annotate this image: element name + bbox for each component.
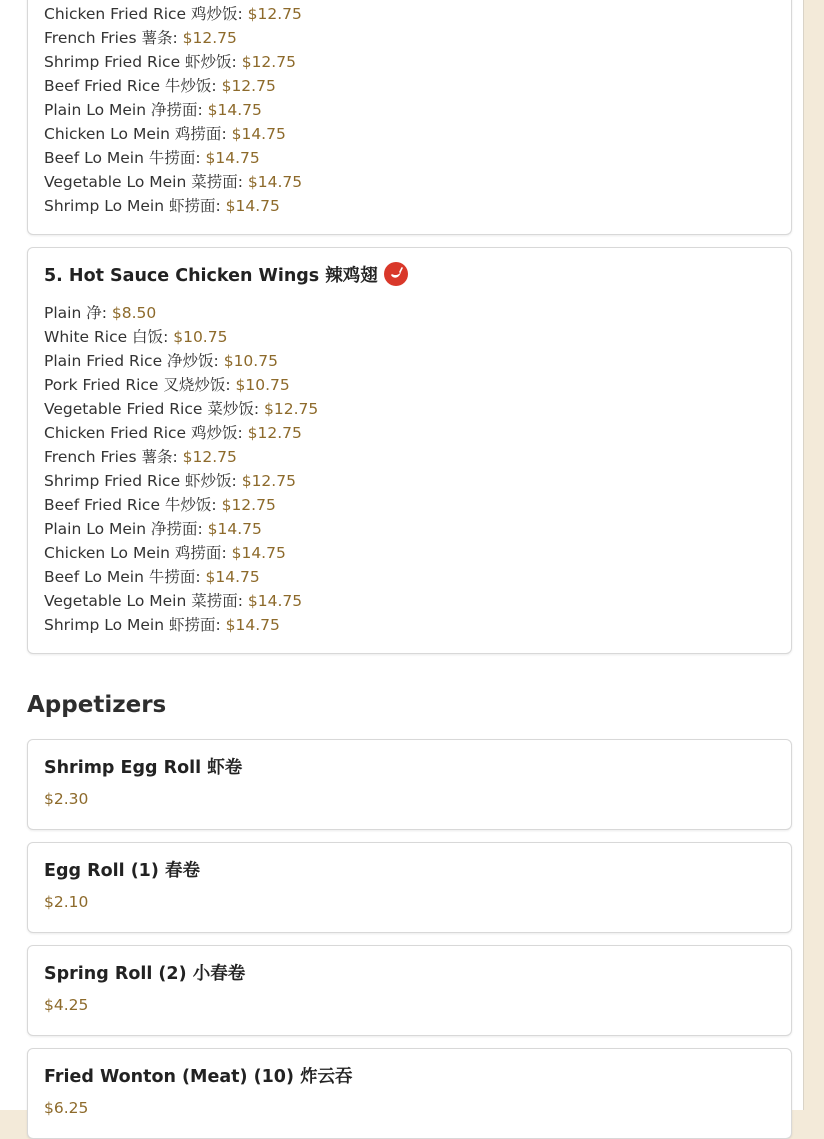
menu-item-price: $4.25: [44, 996, 89, 1014]
menu-item-title: Egg Roll (1) 春卷: [44, 861, 200, 881]
option-line: Shrimp Lo Mein 虾捞面: $14.75: [44, 616, 280, 634]
option-line: Shrimp Fried Rice 虾炒饭: $12.75: [44, 472, 296, 490]
option-line: Pork Fried Rice 叉烧炒饭: $10.75: [44, 376, 290, 394]
menu-item-card[interactable]: [27, 945, 792, 1036]
menu-item-price: $6.25: [44, 1099, 89, 1117]
option-line: Vegetable Lo Mein 菜捞面: $14.75: [44, 592, 303, 610]
option-line: Vegetable Lo Mein 菜捞面: $14.75: [44, 173, 303, 191]
option-line: Plain Fried Rice 净炒饭: $10.75: [44, 352, 278, 370]
menu-item-title: Spring Roll (2) 小春卷: [44, 964, 246, 984]
menu-item-title: Shrimp Egg Roll 虾卷: [44, 758, 243, 778]
option-line: Beef Fried Rice 牛炒饭: $12.75: [44, 77, 276, 95]
option-line: Beef Fried Rice 牛炒饭: $12.75: [44, 496, 276, 514]
option-line: Chicken Fried Rice 鸡炒饭: $12.75: [44, 5, 302, 23]
menu-item-card[interactable]: [27, 1048, 792, 1139]
option-line: Plain Lo Mein 净捞面: $14.75: [44, 101, 262, 119]
option-line: French Fries 薯条: $12.75: [44, 29, 237, 47]
option-line: Chicken Fried Rice 鸡炒饭: $12.75: [44, 424, 302, 442]
option-line: Chicken Lo Mein 鸡捞面: $14.75: [44, 125, 286, 143]
section-heading-appetizers: Appetizers: [27, 692, 167, 718]
option-line: White Rice 白饭: $10.75: [44, 328, 228, 346]
menu-item-card[interactable]: [27, 0, 792, 235]
option-line: Plain 净: $8.50: [44, 304, 157, 322]
option-line: French Fries 薯条: $12.75: [44, 448, 237, 466]
menu-item-card[interactable]: [27, 842, 792, 933]
option-line: Chicken Lo Mein 鸡捞面: $14.75: [44, 544, 286, 562]
menu-item-title: 5. Hot Sauce Chicken Wings 辣鸡翅: [44, 262, 408, 288]
menu-item-title: Fried Wonton (Meat) (10) 炸云吞: [44, 1067, 353, 1087]
option-line: Shrimp Lo Mein 虾捞面: $14.75: [44, 197, 280, 215]
option-line: Vegetable Fried Rice 菜炒饭: $12.75: [44, 400, 319, 418]
option-line: Plain Lo Mein 净捞面: $14.75: [44, 520, 262, 538]
menu-item-price: $2.30: [44, 790, 89, 808]
option-line: Beef Lo Mein 牛捞面: $14.75: [44, 149, 260, 167]
menu-item-card[interactable]: [27, 739, 792, 830]
option-line: Beef Lo Mein 牛捞面: $14.75: [44, 568, 260, 586]
chili-pepper-icon: [384, 262, 408, 286]
menu-item-card-hot-sauce-wings[interactable]: [27, 247, 792, 654]
option-line: Shrimp Fried Rice 虾炒饭: $12.75: [44, 53, 296, 71]
menu-item-price: $2.10: [44, 893, 89, 911]
